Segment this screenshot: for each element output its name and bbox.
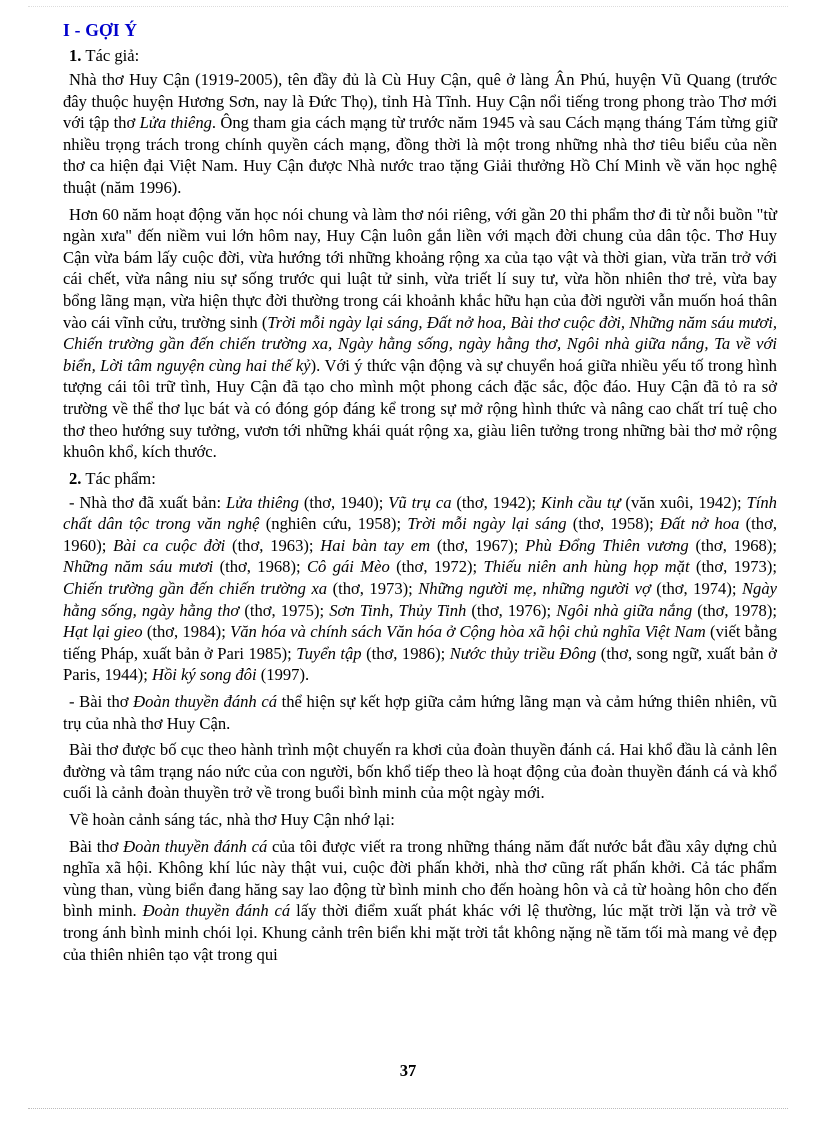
work-title: Ngôi nhà giữa nắng bbox=[556, 600, 693, 620]
work-title: Tính chất dân tộc trong văn nghệ bbox=[63, 492, 777, 534]
work-note: (thơ, song ngữ, xuất bản ở Paris, 1944); bbox=[63, 643, 777, 685]
work-title: Những người mẹ, những người vợ bbox=[418, 579, 651, 599]
poem-title: Đoàn thuyền đánh cá bbox=[133, 692, 278, 712]
quote-title-2: Đoàn thuyền đánh cá bbox=[142, 901, 291, 921]
author-p2-end: ). Với ý thức vận động và sự chuyển hoá giữa nhiều yếu tố trong hình tượng cái tôi trữ tình, Huy Cận đã tạo cho mình một phong cách đặc sắc, độc đáo. Huy Cận đã tỏ ra sở trường về thể thơ lục bát và có đóng góp đáng kể trong sự mở rộng hình thức và nâng cao chất trí tuệ cho thơ theo hướng suy tưởng, vươn tới những khái quát rộng xa, giàu liên tưởng trong những bài thơ mở rộng khuôn khổ, kích thước. bbox=[63, 355, 777, 462]
author-paragraph-2 bbox=[63, 204, 777, 463]
work-note: (nghiên cứu, 1958); bbox=[259, 514, 408, 534]
work-title: Thiếu niên anh hùng họp mặt bbox=[483, 557, 690, 577]
page-border-top bbox=[28, 6, 788, 7]
work-note: (thơ, 1963); bbox=[225, 535, 321, 555]
quote-title-1: Đoàn thuyền đánh cá bbox=[123, 836, 268, 856]
author-paragraph-1 bbox=[63, 69, 777, 199]
work-title: Hồi ký song đôi bbox=[151, 665, 257, 685]
author-p1-italic: Lửa thiêng bbox=[139, 113, 212, 133]
work-title: Nước thủy triều Đông bbox=[449, 643, 597, 663]
author-p1-text: Nhà thơ Huy Cận (1919-2005), tên đầy đủ là Cù Huy Cận, quê ở làng Ân Phú, huyện Vũ Quang (trước đây thuộc huyện Hương Sơn, nay là Đức Thọ), tỉnh Hà Tĩnh. Huy Cận nổi tiếng trong phong trào Thơ mới với tập thơ bbox=[63, 70, 777, 133]
context-paragraph: Về hoàn cảnh sáng tác, nhà thơ Huy Cận nhớ lại: bbox=[69, 810, 395, 829]
author-heading bbox=[69, 45, 777, 66]
work-note: (thơ, 1958); bbox=[566, 514, 660, 534]
quote-start: Bài thơ bbox=[69, 836, 124, 856]
work-title: Cô gái Mèo bbox=[306, 557, 390, 577]
work-title: Hạt lại gieo bbox=[63, 622, 143, 642]
work-title: Phù Đổng Thiên vương bbox=[525, 535, 689, 555]
quote-end: lấy thời điểm xuất phát khác với lệ thường, lúc mặt trời lặn và trở về trong ánh bình minh chói lọi. Khung cảnh trên biển khi mặt trời tắt không nặng nề tăm tối mà mang vẻ đẹp của thiên nhiên tạo vật trong qui bbox=[63, 901, 778, 964]
works-heading-number: 2. bbox=[69, 468, 82, 488]
quote-paragraph bbox=[63, 836, 777, 966]
works-heading-title: Tác phẩm: bbox=[85, 468, 156, 488]
works-heading bbox=[69, 468, 777, 489]
work-title: Hai bàn tay em bbox=[320, 535, 431, 555]
quote-mid: của tôi được viết ra trong những tháng năm đất nước bắt đầu xây dựng chủ nghĩa xã hội. Không khí lúc này thật vui, cuộc đời phấn khởi, nhà thơ cũng rất phấn khởi. Cả tác phẩm vùng than, vùng biển đang hăng say lao động từ bình minh cho đến hoàng hôn và cả từ hoàng hôn cho đến bình minh. bbox=[63, 836, 777, 921]
author-p2-text: Hơn 60 năm hoạt động văn học nói chung và làm thơ nói riêng, với gần 20 thi phẩm thơ đi từ nỗi buồn "từ ngàn xưa" đến niềm vui lớn hôm nay, Huy Cận luôn gắn liền với mạch đời chung của dân tộc. Thơ Huy Cận vừa bám lấy cuộc đời, vừa hướng tới những khoảng rộng xa của tạo vật và thời gian, vừa trăn trở với cái chết, vừa nâng niu sự sống trước qui luật tử sinh, vừa triết lí suy tư, vừa hồn nhiên thơ trẻ, vừa bay bổng lãng mạn, vừa hiện thực đời thường trong cái khoảnh khắc hữu hạn của đời người vẫn muốn hoá thân vào cái vĩnh cửu, trường sinh ( bbox=[63, 204, 777, 332]
work-title: Sơn Tinh, Thủy Tinh bbox=[329, 600, 467, 620]
work-note: (1997). bbox=[256, 665, 310, 685]
page-border-bottom bbox=[28, 1108, 788, 1109]
work-title: Đất nở hoa bbox=[659, 514, 740, 534]
work-title: Ngày hằng sống, ngày hằng thơ bbox=[63, 579, 777, 620]
work-note: (viết bằng tiếng Pháp, xuất bản ở Pari 1985); bbox=[63, 622, 778, 663]
work-note: (thơ, 1973); bbox=[689, 557, 777, 577]
section-heading: I - GỢI Ý bbox=[63, 20, 138, 40]
work-title: Kinh cầu tự bbox=[540, 492, 621, 512]
work-title: Chiến trường gần đến chiến trường xa bbox=[63, 579, 328, 599]
work-title: Trời mỗi ngày lại sáng bbox=[407, 514, 567, 534]
structure-paragraph: Bài thơ được bố cục theo hành trình một chuyến ra khơi của đoàn thuyền đánh cá. Hai khổ đầu là cảnh lên đường và tâm trạng náo nức của con người, bốn khổ tiếp theo là hoạt động của đoàn thuyền đánh cá và khổ cuối là cảnh đoàn thuyền trở về trong buổi bình minh của một ngày mới. bbox=[63, 740, 777, 803]
page-content bbox=[63, 18, 777, 970]
author-p1-end: . Ông tham gia cách mạng từ trước năm 1945 và sau Cách mạng tháng Tám từng giữ nhiều trọng trách trong chính quyền cách mạng, đồng thời là một trong những nhà thơ tiêu biểu của nền thơ ca hiện đại Việt Nam. Huy Cận được Nhà nước trao tặng Giải thưởng Hồ Chí Minh về văn học nghệ thuật (năm 1996). bbox=[63, 113, 777, 197]
poem-intro-end: thể hiện sự kết hợp giữa cảm hứng lãng mạn và cảm hứng thiên nhiên, vũ trụ của nhà thơ Huy Cận. bbox=[63, 692, 777, 733]
work-title: Lửa thiêng bbox=[225, 492, 299, 512]
author-heading-title: Tác giả: bbox=[85, 46, 140, 65]
work-note: (thơ, 1960); bbox=[63, 514, 777, 555]
work-note: (thơ, 1940); bbox=[298, 492, 389, 512]
work-note: (thơ, 1972); bbox=[389, 557, 484, 577]
work-note: (thơ, 1973); bbox=[327, 579, 419, 599]
work-note: (văn xuôi, 1942); bbox=[620, 492, 747, 512]
work-note: (thơ, 1975); bbox=[239, 600, 330, 620]
work-note: (thơ, 1967); bbox=[430, 535, 526, 555]
work-note: (thơ, 1968); bbox=[213, 557, 307, 577]
author-heading-number: 1. bbox=[69, 46, 82, 65]
works-list-paragraph bbox=[63, 492, 777, 686]
work-note: (thơ, 1968); bbox=[688, 535, 777, 555]
work-note: (thơ, 1942); bbox=[451, 492, 541, 512]
work-title: Tuyển tập bbox=[296, 643, 362, 663]
poem-intro-start: - Bài thơ bbox=[69, 692, 134, 712]
work-title: Văn hóa và chính sách Văn hóa ở Cộng hòa xã hội chủ nghĩa Việt Nam bbox=[230, 622, 706, 642]
work-note: (thơ, 1974); bbox=[650, 579, 742, 599]
works-intro: - Nhà thơ đã xuất bản: bbox=[69, 492, 226, 512]
page-number: 37 bbox=[399, 1061, 417, 1080]
work-note: (thơ, 1986); bbox=[361, 643, 450, 663]
poem-intro-paragraph bbox=[63, 691, 777, 734]
work-note: (thơ, 1976); bbox=[466, 600, 557, 620]
work-title: Vũ trụ ca bbox=[388, 492, 452, 512]
work-title: Những năm sáu mươi bbox=[63, 557, 214, 577]
author-p2-italic: Trời mỗi ngày lại sáng, Đất nở hoa, Bài thơ cuộc đời, Những năm sáu mươi, Chiến trường gần đến chiến trường xa, Ngày hằng sống, ngày hằng thơ, Ngôi nhà giữa nắng, Ta về với biển, Lời tâm nguyện cùng hai thế kỷ bbox=[63, 312, 777, 375]
work-title: Bài ca cuộc đời bbox=[113, 535, 226, 555]
work-note: (thơ, 1984); bbox=[142, 622, 231, 642]
work-note: (thơ, 1978); bbox=[692, 600, 777, 620]
